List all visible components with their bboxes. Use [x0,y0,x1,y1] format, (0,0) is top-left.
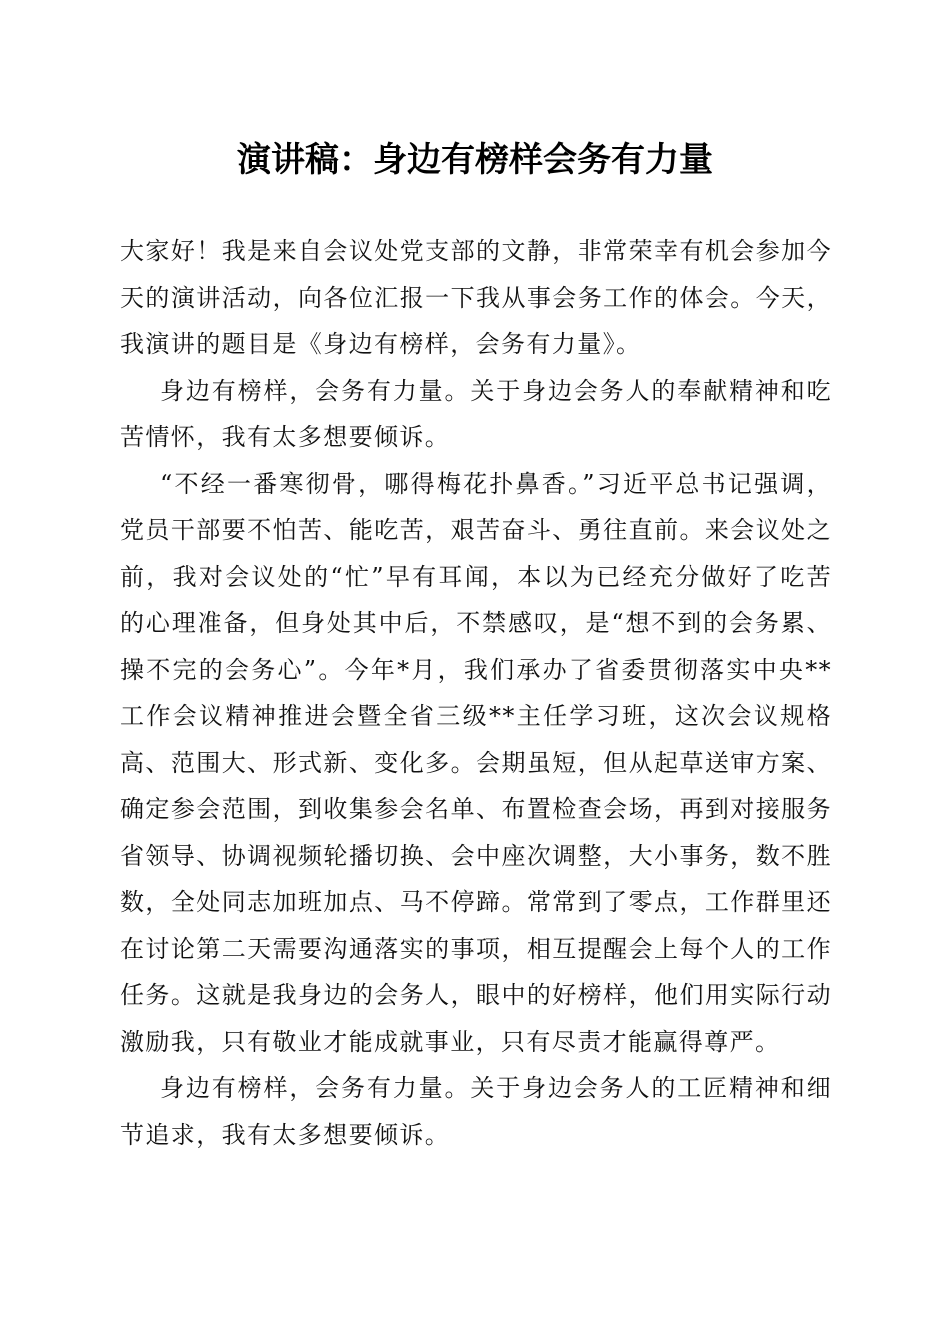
document-title: 演讲稿：身边有榜样会务有力量 [237,140,713,180]
paragraph-hardship-story: “不经一番寒彻骨，哪得梅花扑鼻香。”习近平总书记强调，党员干部要不怕苦、能吃苦，艰苦奋斗、勇往直前。来会议处之前，我对会议处的“忙”早有耳闻，本以为已经充分做好了吃苦的心理准备，但身处其中后，不禁感叹，是“想不到的会务累、操不完的会务心”。今年*月，我们承办了省委贯彻落实中央**工作会议精神推进会暨全省三级**主任学习班，这次会议规格高、范围大、形式新、变化多。会期虽短，但从起草送审方案、确定参会范围，到收集参会名单、布置检查会场，再到对接服务省领导、协调视频轮播切换、会中座次调整，大小事务，数不胜数，全处同志加班加点、马不停蹄。常常到了零点，工作群里还在讨论第二天需要沟通落实的事项，相互提醒会上每个人的工作任务。这就是我身边的会务人，眼中的好榜样，他们用实际行动激励我，只有敬业才能成就事业，只有尽责才能赢得尊严。 [120,469,832,1056]
document-body [120,228,832,1158]
paragraph-greeting: 大家好！我是来自会议处党支部的文静，非常荣幸有机会参加今天的演讲活动，向各位汇报一下我从事会务工作的体会。今天，我演讲的题目是《身边有榜样，会务有力量》。 [120,237,832,358]
paragraph-dedication-intro: 身边有榜样，会务有力量。关于身边会务人的奉献精神和吃苦情怀，我有太多想要倾诉。 [120,376,832,451]
paragraph-craftsmanship-intro: 身边有榜样，会务有力量。关于身边会务人的工匠精神和细节追求，我有太多想要倾诉。 [120,1074,832,1149]
